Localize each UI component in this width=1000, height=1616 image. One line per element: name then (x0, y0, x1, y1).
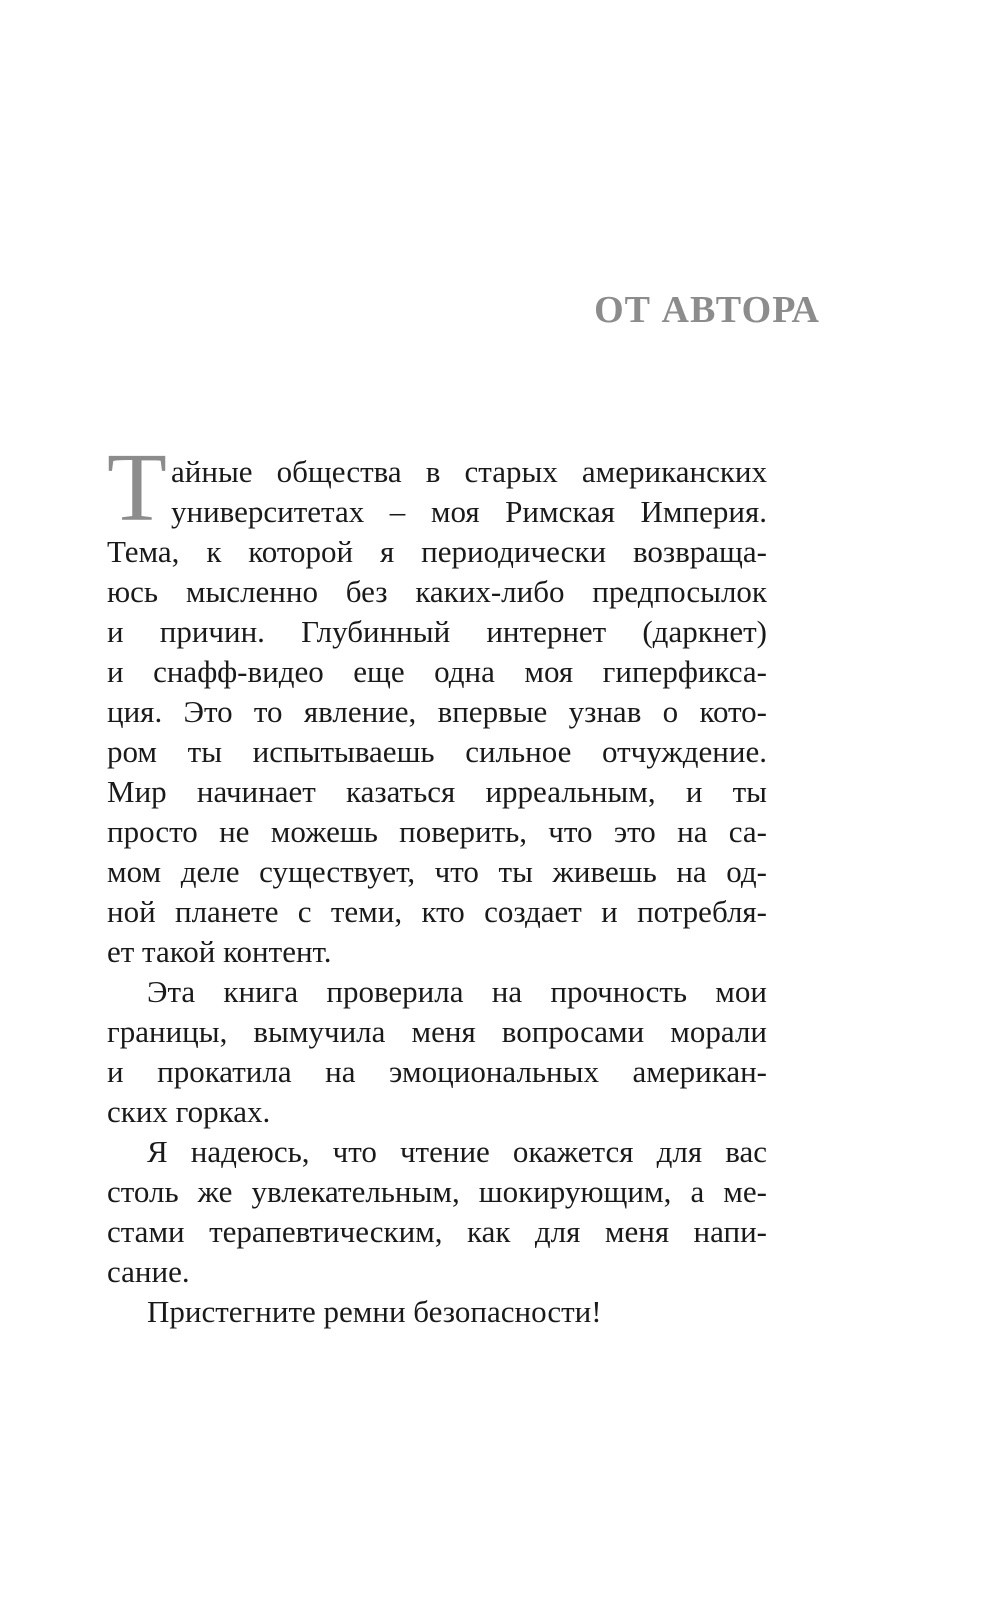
text-line: Мир начинает казаться ирреальным, и ты (107, 774, 767, 809)
text-line: Эта книга проверила на прочность мои (147, 974, 767, 1009)
text-line: ция. Это то явление, впервые узнав о кото- (107, 694, 767, 729)
chapter-title: ОТ АВТОРА (594, 289, 820, 331)
text-line: Пристегните ремни безопасности! (147, 1294, 602, 1329)
text-line: ет такой контент. (107, 934, 332, 969)
paragraph (107, 1292, 767, 1332)
text-line: Я надеюсь, что чтение окажется для вас (147, 1134, 767, 1169)
text-line: ной планете с теми, кто создает и потребля- (107, 894, 767, 929)
text-line: просто не можешь поверить, что это на са- (107, 814, 767, 849)
text-line: айные общества в старых американских (171, 454, 767, 489)
text-line: ских горках. (107, 1094, 271, 1129)
text-line: границы, вымучила меня вопросами морали (107, 1014, 767, 1049)
text-line: сание. (107, 1254, 190, 1289)
paragraph (107, 452, 767, 972)
paragraph (107, 1132, 767, 1292)
text-line: университетах – моя Римская Империя. (171, 494, 767, 529)
text-line: и снафф-видео еще одна моя гиперфикса- (107, 654, 767, 689)
text-line: столь же увлекательным, шокирующим, а ме- (107, 1174, 767, 1209)
paragraph (107, 972, 767, 1132)
body-text (107, 452, 767, 1332)
text-line: ром ты испытываешь сильное отчуждение. (107, 734, 767, 769)
text-line: Тема, к которой я периодически возвраща- (107, 534, 767, 569)
text-line: и прокатила на эмоциональных американ- (107, 1054, 767, 1089)
text-line: мом деле существует, что ты живешь на од- (107, 854, 767, 889)
drop-cap-letter: Т (107, 434, 167, 542)
text-line: юсь мысленно без каких-либо предпосылок (107, 574, 767, 609)
text-line: стами терапевтическим, как для меня напи- (107, 1214, 767, 1249)
text-line: и причин. Глубинный интернет (даркнет) (107, 614, 767, 649)
